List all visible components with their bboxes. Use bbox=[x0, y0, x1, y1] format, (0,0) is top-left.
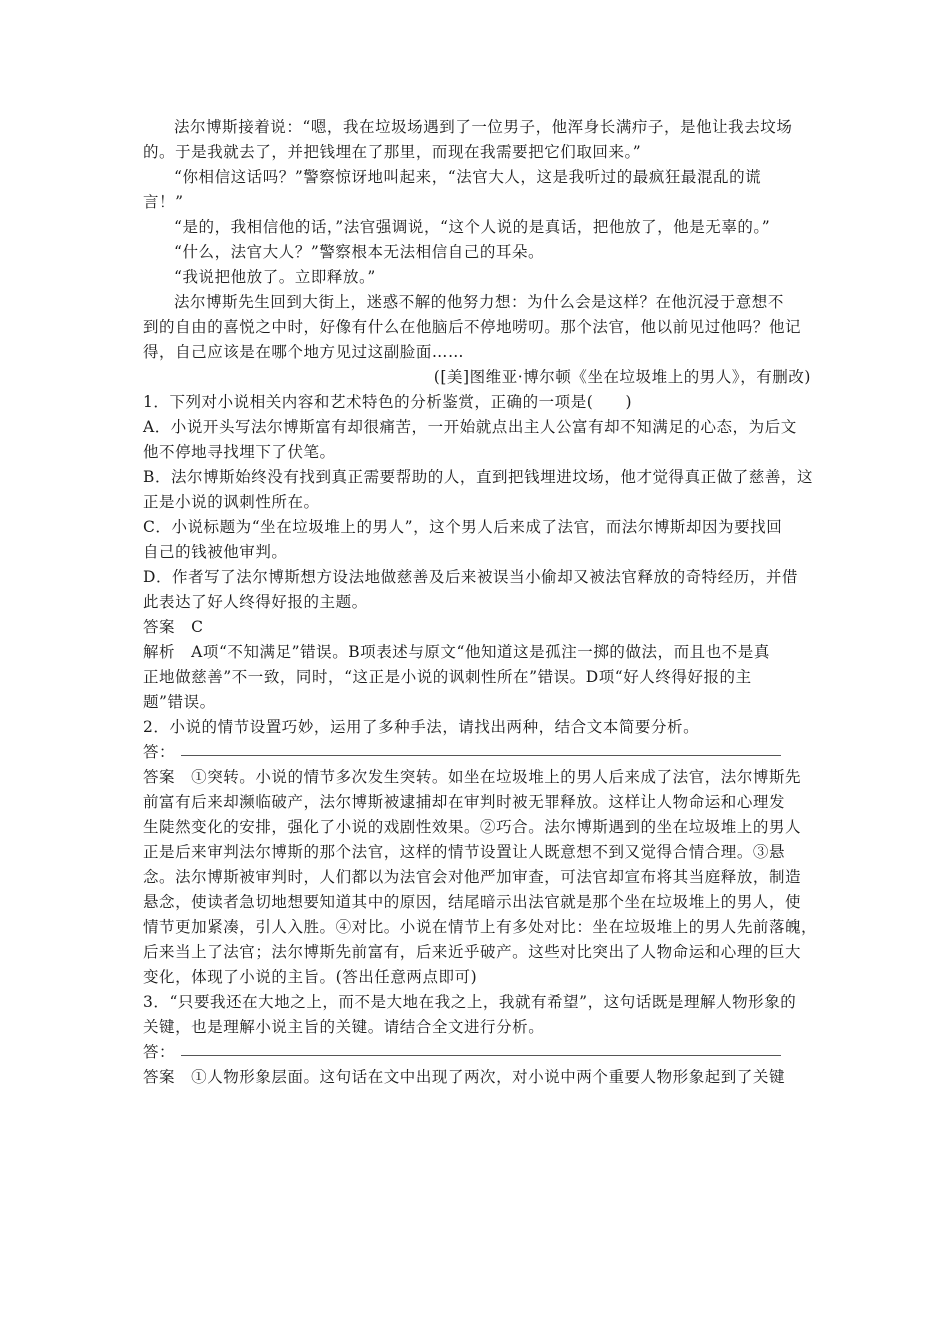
question-3-answer-blank bbox=[143, 1040, 811, 1065]
option-d: D．作者写了法尔博斯想方设法地做慈善及后来被误当小偷却又被法官释放的奇特经历，并借 bbox=[143, 568, 798, 586]
passage-line: 言！” bbox=[143, 193, 184, 211]
question-2-answer-cont: 悬念，使读者急切地想要知道其中的原因，结尾暗示出法官就是那个坐在垃圾堆上的男人，使 bbox=[143, 893, 802, 911]
passage-paragraph: 法尔博斯先生回到大街上，迷惑不解的他努力想：为什么会是这样？在他沉浸于意想不 bbox=[174, 293, 784, 311]
document-body bbox=[143, 115, 818, 1090]
passage-line: 的。于是我就去了，并把钱埋在了那里，而现在我需要把它们取回来。” bbox=[143, 143, 642, 161]
option-c-cont: 自己的钱被他审判。 bbox=[143, 543, 288, 561]
option-b: B．法尔博斯始终没有找到真正需要帮助的人，直到把钱埋进坟场，他才觉得真正做了慈善，这 bbox=[143, 468, 813, 486]
question-2-answer-cont: 生陡然变化的安排，强化了小说的戏剧性效果。②巧合。法尔博斯遇到的坐在垃圾堆上的男人 bbox=[143, 818, 802, 836]
passage-paragraph: “什么，法官大人？”警察根本无法相信自己的耳朵。 bbox=[174, 243, 545, 261]
question-2-answer-cont: 情节更加紧凑，引人入胜。④对比。小说在情节上有多处对比：坐在垃圾堆上的男人先前落魄， bbox=[143, 918, 818, 936]
question-3-stem-cont: 关键，也是理解小说主旨的关键。请结合全文进行分析。 bbox=[143, 1018, 545, 1036]
question-1-stem: 1．下列对小说相关内容和艺术特色的分析鉴赏，正确的一项是( ) bbox=[143, 393, 633, 411]
passage-paragraph: “你相信这话吗？”警察惊讶地叫起来，“法官大人，这是我听过的最疯狂最混乱的谎 bbox=[174, 168, 762, 186]
passage-paragraph: 法尔博斯接着说：“嗯，我在垃圾场遇到了一位男子，他浑身长满疖子，是他让我去坟场 bbox=[174, 118, 793, 136]
question-2-answer-cont: 变化，体现了小说的主旨。(答出任意两点即可) bbox=[143, 968, 478, 986]
question-1-answer: 答案 C bbox=[143, 618, 204, 636]
question-2-answer-cont: 后来当上了法官；法尔博斯先前富有，后来近乎破产。这些对比突出了人物命运和心理的巨大 bbox=[143, 943, 802, 961]
question-2-answer: 答案 ①突转。小说的情节多次发生突转。如坐在垃圾堆上的男人后来成了法官，法尔博斯先 bbox=[143, 768, 802, 786]
answer-line bbox=[181, 1054, 781, 1056]
question-3-answer: 答案 ①人物形象层面。这句话在文中出现了两次，对小说中两个重要人物形象起到了关键 bbox=[143, 1068, 786, 1086]
passage-line: 得，自己应该是在哪个地方见过这副脸面…… bbox=[143, 343, 465, 361]
question-2-answer-cont: 正是后来审判法尔博斯的那个法官，这样的情节设置让人既意想不到又觉得合情合理。③悬 bbox=[143, 843, 786, 861]
passage-paragraph: “是的，我相信他的话，”法官强调说，“这个人说的是真话，把他放了，他是无辜的。” bbox=[174, 218, 771, 236]
passage-line: 到的自由的喜悦之中时，好像有什么在他脑后不停地唠叨。那个法官，他以前见过他吗？他记 bbox=[143, 318, 802, 336]
question-3-stem: 3．“只要我还在大地之上，而不是大地在我之上，我就有希望”，这句话既是理解人物形象的 bbox=[143, 993, 797, 1011]
question-2-answer-cont: 前富有后来却濒临破产，法尔博斯被逮捕却在审判时被无罪释放。这样让人物命运和心理发 bbox=[143, 793, 786, 811]
option-c: C．小说标题为“坐在垃圾堆上的男人”，这个男人后来成了法官，而法尔博斯却因为要找回 bbox=[143, 518, 783, 536]
answer-line bbox=[181, 754, 781, 756]
option-a-cont: 他不停地寻找埋下了伏笔。 bbox=[143, 443, 336, 461]
answer-label: 答： bbox=[143, 743, 176, 761]
question-2-stem: 2．小说的情节设置巧妙，运用了多种手法，请找出两种，结合文本简要分析。 bbox=[143, 718, 700, 736]
option-a: A．小说开头写法尔博斯富有却很痛苦，一开始就点出主人公富有却不知满足的心态，为后文 bbox=[143, 418, 797, 436]
question-2-answer-cont: 念。法尔博斯被审判时，人们都以为法官会对他严加审查，可法官却宣布将其当庭释放，制造 bbox=[143, 868, 802, 886]
option-d-cont: 此表达了好人终得好报的主题。 bbox=[143, 593, 368, 611]
question-1-analysis-cont: 正地做慈善”不一致，同时，“这正是小说的讽刺性所在”错误。D项“好人终得好报的主 bbox=[143, 668, 752, 686]
passage-paragraph: “我说把他放了。立即释放。” bbox=[174, 268, 376, 286]
question-1-analysis: 解析 A项“不知满足”错误。B项表述与原文“他知道这是孤注一掷的做法，而且也不是真 bbox=[143, 643, 770, 661]
question-1-analysis-cont: 题”错误。 bbox=[143, 693, 216, 711]
question-2-answer-blank bbox=[143, 740, 811, 765]
option-b-cont: 正是小说的讽刺性所在。 bbox=[143, 493, 320, 511]
source-citation: ([美]图维亚·博尔顿《坐在垃圾堆上的男人》，有删改) bbox=[433, 368, 811, 386]
answer-label: 答： bbox=[143, 1043, 176, 1061]
